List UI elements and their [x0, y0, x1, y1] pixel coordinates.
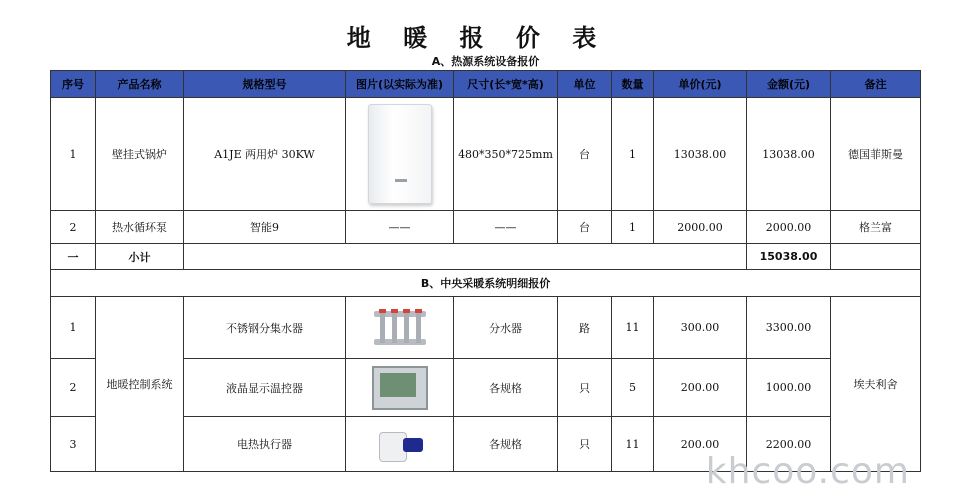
cell-no: 2: [51, 359, 96, 417]
section-a-title: A、热源系统设备报价: [431, 55, 540, 68]
cell-image: [346, 98, 454, 211]
cell-image: [346, 417, 454, 472]
cell-no: 2: [51, 211, 96, 244]
cell-spec: A1JE 两用炉 30KW: [184, 98, 346, 211]
cell-spec: 电热执行器: [184, 417, 346, 472]
header-unit: 单位: [558, 71, 612, 98]
header-no: 序号: [51, 71, 96, 98]
subtotal-row: [51, 244, 921, 270]
boiler-image: [368, 104, 432, 204]
cell-amount: 2200.00: [747, 417, 831, 472]
quote-table: [50, 52, 921, 472]
cell-qty: 5: [612, 359, 654, 417]
header-qty: 数量: [612, 71, 654, 98]
cell-image: [346, 359, 454, 417]
cell-price: 200.00: [654, 417, 747, 472]
cell-note: 德国菲斯曼: [831, 98, 921, 211]
table-row: [51, 211, 921, 244]
cell-price: 200.00: [654, 359, 747, 417]
cell-spec: 不锈钢分集水器: [184, 297, 346, 359]
header-price: 单价(元): [654, 71, 747, 98]
cell-size: 各规格: [454, 417, 558, 472]
cell-qty: 11: [612, 417, 654, 472]
section-b-title: B、中央采暖系统明细报价: [51, 270, 921, 297]
cell-amount: 3300.00: [747, 297, 831, 359]
group-name: 地暖控制系统: [96, 297, 184, 472]
cell-unit: 只: [558, 359, 612, 417]
cell-amount: 1000.00: [747, 359, 831, 417]
cell-unit: 路: [558, 297, 612, 359]
subtotal-empty: [184, 244, 747, 270]
watermark: khcoo.com: [705, 451, 910, 492]
cell-no: 1: [51, 98, 96, 211]
cell-spec: 液晶显示温控器: [184, 359, 346, 417]
cell-unit: 台: [558, 211, 612, 244]
cell-unit: 只: [558, 417, 612, 472]
cell-image: [346, 297, 454, 359]
subtotal-label: 小计: [96, 244, 184, 270]
subtotal-no: 一: [51, 244, 96, 270]
cell-size: 各规格: [454, 359, 558, 417]
thermostat-image: [372, 366, 428, 410]
subtotal-note: [831, 244, 921, 270]
table-row: [51, 98, 921, 211]
cell-spec: 智能9: [184, 211, 346, 244]
group-note: 埃夫利舍: [831, 297, 921, 472]
cell-name: 热水循环泵: [96, 211, 184, 244]
cell-unit: 台: [558, 98, 612, 211]
subtotal-amount: 15038.00: [747, 244, 831, 270]
page-title: 地 暖 报 价 表: [346, 24, 609, 52]
header-image: 图片(以实际为准): [346, 71, 454, 98]
actuator-image: [371, 422, 429, 466]
cell-qty: 1: [612, 98, 654, 211]
cell-price: 300.00: [654, 297, 747, 359]
manifold-image: [370, 305, 430, 351]
cell-image: ——: [346, 211, 454, 244]
cell-size: 480*350*725mm: [454, 98, 558, 211]
table-header-row: [51, 71, 921, 98]
header-note: 备注: [831, 71, 921, 98]
header-name: 产品名称: [96, 71, 184, 98]
header-spec: 规格型号: [184, 71, 346, 98]
cell-qty: 11: [612, 297, 654, 359]
cell-price: 2000.00: [654, 211, 747, 244]
section-a-title-row: [51, 52, 921, 71]
cell-no: 1: [51, 297, 96, 359]
table-row: [51, 297, 921, 359]
cell-no: 3: [51, 417, 96, 472]
header-amount: 金额(元): [747, 71, 831, 98]
cell-size: ——: [454, 211, 558, 244]
header-size: 尺寸(长*宽*高): [454, 71, 558, 98]
cell-name: 壁挂式锅炉: [96, 98, 184, 211]
cell-amount: 13038.00: [747, 98, 831, 211]
cell-price: 13038.00: [654, 98, 747, 211]
cell-size: 分水器: [454, 297, 558, 359]
section-b-title-row: [51, 270, 921, 297]
cell-note: 格兰富: [831, 211, 921, 244]
cell-amount: 2000.00: [747, 211, 831, 244]
cell-qty: 1: [612, 211, 654, 244]
